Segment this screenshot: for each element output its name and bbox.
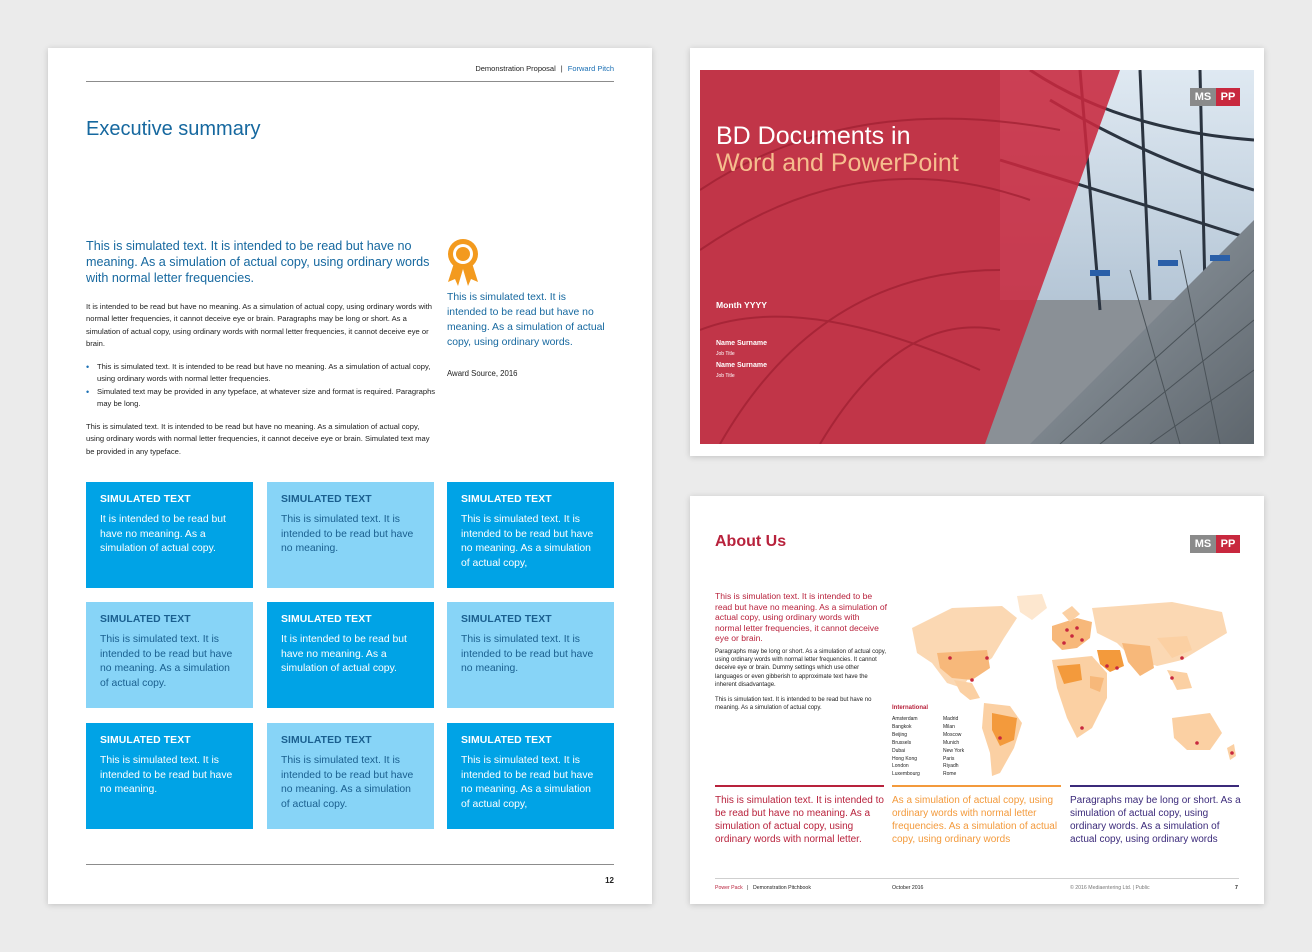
slide-title: About Us (715, 533, 787, 550)
footer-separator: | (747, 885, 749, 891)
column-rule (892, 785, 1061, 787)
info-tile (86, 723, 253, 829)
info-tile (86, 602, 253, 708)
city-list-1 (892, 716, 920, 779)
tile-title: SIMULATED TEXT (100, 494, 191, 505)
slide-footer-left (715, 885, 811, 891)
page-header (475, 64, 614, 73)
body-text-1: Paragraphs may be long or short. As a simulation of actual copy, using ordinary words with normal letter frequencies. It cannot deceive eye or brain. Dummy settings which use other languages or even gibberish to approximate text have the inherent disadvantage. (715, 649, 886, 688)
city-item: Hong Kong (892, 755, 918, 762)
footer-copyright: © 2016 Mediaentering Ltd. | Public (1070, 885, 1150, 891)
info-tile (447, 602, 614, 708)
presenter-job: Job Title (716, 351, 735, 357)
info-tile (447, 723, 614, 829)
header-proposal: Demonstration Proposal (475, 64, 556, 73)
footer-page-number: 7 (1235, 885, 1238, 891)
tile-title: SIMULATED TEXT (281, 614, 372, 625)
brand-logo (1190, 535, 1240, 553)
city-item: Amsterdam (892, 716, 918, 722)
city-item: Brussels (892, 739, 912, 746)
city-item: Milan (943, 723, 955, 730)
bullet-list (86, 361, 438, 411)
info-tile (86, 482, 253, 588)
brand-logo (1190, 88, 1240, 106)
footer-date: October 2016 (892, 885, 924, 891)
header-rule (86, 81, 614, 82)
column-rule (715, 785, 884, 787)
cover-slide (690, 48, 1264, 456)
info-tile (267, 482, 434, 588)
tile-body: This is simulated text. It is intended to be read but have no meaning. (461, 634, 594, 675)
body-text-2: This is simulation text. It is intended to be read but have no meaning. As a simulation of actual copy. (715, 697, 872, 712)
presenter-name: Name Surname (716, 362, 767, 369)
about-slide (690, 496, 1264, 904)
info-tile (267, 723, 434, 829)
footer-rule (715, 878, 1239, 879)
tile-body: It is intended to be read but have no meaning. As a simulation of actual copy. (100, 514, 226, 555)
tile-body: This is simulated text. It is intended to be read but have no meaning. As a simulation of actual copy. (100, 634, 233, 689)
intro-text: This is simulation text. It is intended to be read but have no meaning. As a simulation of actual copy, using ordinary words with normal letter frequencies, it cannot deceive eye or brain. (715, 591, 887, 644)
city-list-2 (943, 716, 964, 779)
tile-title: SIMULATED TEXT (100, 735, 191, 746)
cover-title-line1: BD Documents in (716, 122, 911, 150)
city-item: Riyadh (943, 763, 959, 770)
city-item: Beijing (892, 731, 908, 738)
column-text: This is simulation text. It is intended to be read but have no meaning. As a simulation of actual copy, using ordinary words with normal letter. (715, 795, 884, 845)
presenter-name: Name Surname (716, 340, 767, 347)
city-item: New York (943, 747, 965, 754)
city-item: Paris (943, 755, 955, 762)
column-text: As a simulation of actual copy, using ordinary words with normal letter frequencies. As a simulation of actual copy, using ordinary words (892, 795, 1058, 845)
logo-ms: MS (1190, 88, 1216, 106)
bullet-item: • This is simulated text. It is intended to be read but have no meaning. As a simulation of actual copy, using ordinary words with normal letter frequencies. (86, 361, 438, 386)
body-paragraph-1: It is intended to be read but have no meaning. As a simulation of actual copy, using ordinary words with normal letter frequencies, it cannot deceive eye or brain. Paragraphs may be long or short. As a simulation of actual copy, using ordinary words with normal letter frequencies, it cannot deceive eye or brain. (86, 302, 432, 349)
logo-pp: PP (1216, 88, 1240, 106)
tile-title: SIMULATED TEXT (281, 735, 372, 746)
city-item: Madrid (943, 716, 959, 722)
international-label: International (892, 705, 929, 711)
tile-body: This is simulated text. It is intended to be read but have no meaning. As a simulation of actual copy. (281, 755, 414, 810)
tile-body: This is simulated text. It is intended to be read but have no meaning. As a simulation of actual copy, (461, 755, 594, 810)
tile-title: SIMULATED TEXT (461, 614, 552, 625)
city-item: Munich (943, 739, 960, 746)
footer-rule (86, 864, 614, 865)
presenter-job: Job Title (716, 373, 735, 379)
info-tile (447, 482, 614, 588)
column-rule (1070, 785, 1239, 787)
cover-title-line2: Word and PowerPoint (716, 149, 959, 177)
page-title: Executive summary (86, 118, 261, 140)
info-tile (267, 602, 434, 708)
tile-title: SIMULATED TEXT (281, 494, 372, 505)
award-source: Award Source, 2016 (447, 369, 518, 378)
city-item: Dubai (892, 747, 906, 754)
header-pitch: Forward Pitch (567, 64, 614, 73)
city-item: London (892, 763, 909, 770)
tile-title: SIMULATED TEXT (100, 614, 191, 625)
page-number: 12 (605, 876, 614, 885)
column-text: Paragraphs may be long or short. As a simulation of actual copy, using ordinary words. As a simulation of actual copy, using ordinary words (1070, 795, 1241, 845)
city-item: Bangkok (892, 723, 912, 730)
tile-body: This is simulated text. It is intended to be read but have no meaning. As a simulation of actual copy, (461, 514, 594, 569)
city-item: Rome (943, 771, 957, 778)
logo-pp: PP (1216, 535, 1240, 553)
tile-body: This is simulated text. It is intended to be read but have no meaning. (281, 514, 414, 555)
tile-body: This is simulated text. It is intended to be read but have no meaning. (100, 755, 233, 796)
side-quote: This is simulated text. It is intended to be read but have no meaning. As a simulation of actual copy, using ordinary words. (447, 292, 605, 348)
logo-ms: MS (1190, 535, 1216, 553)
bullet-item: • Simulated text may be provided in any typeface, at whatever size and format is required. Paragraphs may be long. (86, 386, 438, 411)
award-ribbon-icon (445, 237, 481, 287)
header-separator: | (560, 64, 563, 73)
body-paragraph-2: This is simulated text. It is intended to be read but have no meaning. As a simulation of actual copy, using ordinary words with normal letter frequencies, it cannot deceive eye or brain. Simulated text may be provided in any typeface. (86, 422, 430, 456)
document-page (48, 48, 652, 904)
lead-paragraph: This is simulated text. It is intended to be read but have no meaning. As a simulation of actual copy, using ordinary words with normal letter frequencies. (86, 239, 430, 285)
cover-month: Month YYYY (716, 300, 767, 310)
tile-title: SIMULATED TEXT (461, 735, 552, 746)
city-item: Luxembourg (892, 771, 920, 778)
footer-brand: Power Pack (715, 885, 743, 891)
footer-doc: Demonstration Pitchbook (752, 885, 811, 891)
tile-title: SIMULATED TEXT (461, 494, 552, 505)
tile-body: It is intended to be read but have no meaning. As a simulation of actual copy. (281, 634, 407, 675)
city-item: Moscow (943, 731, 962, 738)
